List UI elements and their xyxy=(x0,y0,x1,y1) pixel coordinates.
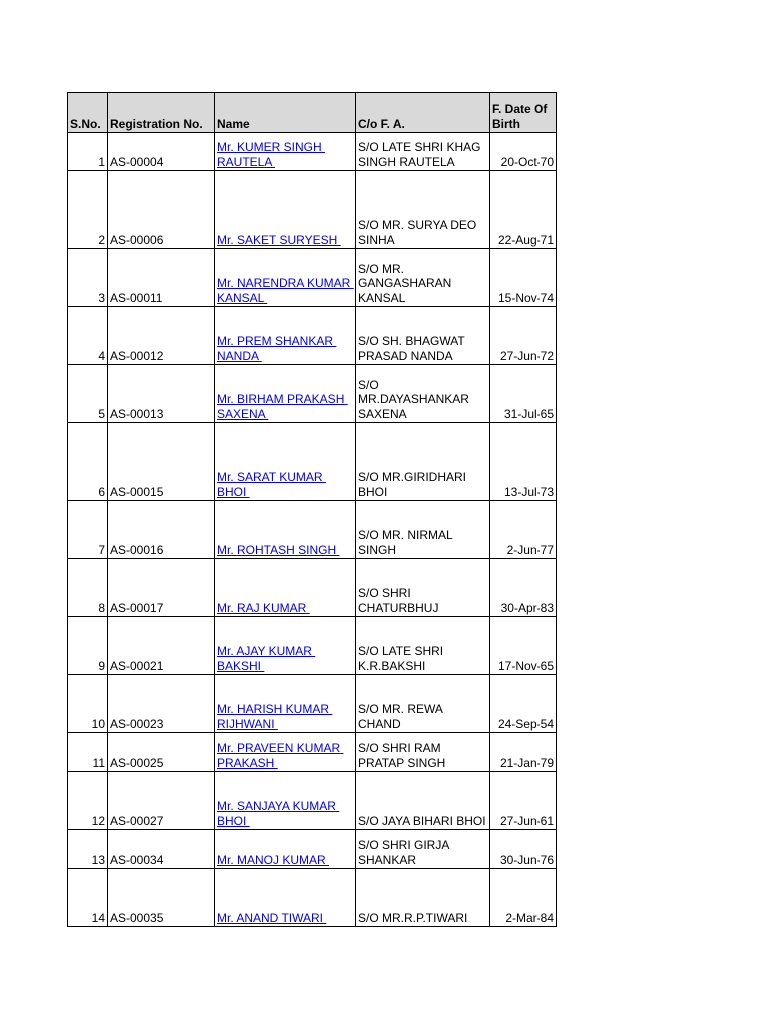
name-link[interactable]: Mr. AJAY KUMAR BAKSHI xyxy=(217,644,316,673)
table-row xyxy=(68,830,557,869)
cell-co-fa: S/O SHRI GIRJA SHANKAR xyxy=(356,830,490,869)
cell-sno: 9 xyxy=(68,617,108,675)
cell-sno: 4 xyxy=(68,307,108,365)
header-sno: S.No. xyxy=(68,93,108,133)
name-link[interactable]: Mr. HARISH KUMAR RIJHWANI xyxy=(217,702,333,731)
cell-registration-no: AS-00027 xyxy=(108,772,215,830)
cell-co-fa: S/O MR. REWA CHAND xyxy=(356,675,490,733)
cell-name xyxy=(215,733,356,772)
table-row xyxy=(68,617,557,675)
cell-registration-no: AS-00013 xyxy=(108,365,215,423)
cell-name xyxy=(215,365,356,423)
cell-date-of-birth: 24-Sep-54 xyxy=(490,675,557,733)
name-link[interactable]: Mr. MANOJ KUMAR xyxy=(217,852,330,867)
cell-co-fa: S/O MR.DAYASHANKAR SAXENA xyxy=(356,365,490,423)
cell-registration-no: AS-00004 xyxy=(108,133,215,171)
cell-sno: 14 xyxy=(68,869,108,927)
cell-sno: 12 xyxy=(68,772,108,830)
cell-co-fa: S/O MR. GANGASHARAN KANSAL xyxy=(356,249,490,307)
name-link[interactable]: Mr. NARENDRA KUMAR KANSAL xyxy=(217,276,354,305)
header-date-of-birth: F. Date Of Birth xyxy=(490,93,557,133)
name-link[interactable]: Mr. ROHTASH SINGH xyxy=(217,542,340,557)
cell-date-of-birth: 13-Jul-73 xyxy=(490,423,557,501)
cell-sno: 11 xyxy=(68,733,108,772)
cell-sno: 7 xyxy=(68,501,108,559)
cell-date-of-birth: 17-Nov-65 xyxy=(490,617,557,675)
cell-name xyxy=(215,617,356,675)
cell-co-fa: S/O MR. SURYA DEO SINHA xyxy=(356,171,490,249)
cell-co-fa: S/O JAYA BIHARI BHOI xyxy=(356,772,490,830)
cell-co-fa: S/O LATE SHRI KHAG SINGH RAUTELA xyxy=(356,133,490,171)
cell-name xyxy=(215,423,356,501)
cell-sno: 10 xyxy=(68,675,108,733)
cell-sno: 2 xyxy=(68,171,108,249)
name-link[interactable]: Mr. PRAVEEN KUMAR PRAKASH xyxy=(217,741,344,770)
cell-date-of-birth: 27-Jun-72 xyxy=(490,307,557,365)
cell-sno: 5 xyxy=(68,365,108,423)
cell-date-of-birth: 2-Mar-84 xyxy=(490,869,557,927)
cell-registration-no: AS-00012 xyxy=(108,307,215,365)
name-link[interactable]: Mr. SANJAYA KUMAR BHOI xyxy=(217,799,340,828)
cell-registration-no: AS-00023 xyxy=(108,675,215,733)
cell-sno: 3 xyxy=(68,249,108,307)
name-link[interactable]: Mr. SAKET SURYESH xyxy=(217,232,341,247)
name-link[interactable]: Mr. BIRHAM PRAKASH SAXENA xyxy=(217,392,348,421)
name-link[interactable]: Mr. RAJ KUMAR xyxy=(217,600,310,615)
cell-date-of-birth: 21-Jan-79 xyxy=(490,733,557,772)
table-row xyxy=(68,423,557,501)
cell-date-of-birth: 30-Jun-76 xyxy=(490,830,557,869)
cell-co-fa: S/O SHRI CHATURBHUJ xyxy=(356,559,490,617)
cell-registration-no: AS-00025 xyxy=(108,733,215,772)
cell-sno: 13 xyxy=(68,830,108,869)
header-name: Name xyxy=(215,93,356,133)
cell-registration-no: AS-00034 xyxy=(108,830,215,869)
cell-co-fa: S/O LATE SHRI K.R.BAKSHI xyxy=(356,617,490,675)
name-link[interactable]: Mr. PREM SHANKAR NANDA xyxy=(217,334,337,363)
cell-registration-no: AS-00015 xyxy=(108,423,215,501)
cell-registration-no: AS-00016 xyxy=(108,501,215,559)
table-row xyxy=(68,733,557,772)
cell-date-of-birth: 2-Jun-77 xyxy=(490,501,557,559)
cell-name xyxy=(215,675,356,733)
cell-date-of-birth: 27-Jun-61 xyxy=(490,772,557,830)
table-row xyxy=(68,171,557,249)
name-link[interactable]: Mr. KUMER SINGH RAUTELA xyxy=(217,140,326,169)
cell-date-of-birth: 30-Apr-83 xyxy=(490,559,557,617)
cell-registration-no: AS-00035 xyxy=(108,869,215,927)
table-row xyxy=(68,675,557,733)
cell-registration-no: AS-00011 xyxy=(108,249,215,307)
table-row xyxy=(68,307,557,365)
cell-name xyxy=(215,772,356,830)
table-row xyxy=(68,249,557,307)
cell-co-fa: S/O MR. NIRMAL SINGH xyxy=(356,501,490,559)
table-row xyxy=(68,772,557,830)
cell-date-of-birth: 15-Nov-74 xyxy=(490,249,557,307)
name-link[interactable]: Mr. SARAT KUMAR BHOI xyxy=(217,470,326,499)
table-row xyxy=(68,869,557,927)
table-row xyxy=(68,133,557,171)
cell-co-fa: S/O SH. BHAGWAT PRASAD NANDA xyxy=(356,307,490,365)
cell-name xyxy=(215,830,356,869)
header-row xyxy=(68,93,557,133)
cell-date-of-birth: 31-Jul-65 xyxy=(490,365,557,423)
cell-name xyxy=(215,501,356,559)
registration-table xyxy=(67,92,557,927)
table-row xyxy=(68,501,557,559)
cell-co-fa: S/O MR.GIRIDHARI BHOI xyxy=(356,423,490,501)
cell-sno: 6 xyxy=(68,423,108,501)
name-link[interactable]: Mr. ANAND TIWARI xyxy=(217,910,327,925)
cell-name xyxy=(215,307,356,365)
table-row xyxy=(68,559,557,617)
cell-name xyxy=(215,171,356,249)
table-row xyxy=(68,365,557,423)
cell-co-fa: S/O SHRI RAM PRATAP SINGH xyxy=(356,733,490,772)
cell-name xyxy=(215,249,356,307)
cell-name xyxy=(215,559,356,617)
cell-sno: 8 xyxy=(68,559,108,617)
cell-registration-no: AS-00017 xyxy=(108,559,215,617)
cell-registration-no: AS-00021 xyxy=(108,617,215,675)
cell-date-of-birth: 22-Aug-71 xyxy=(490,171,557,249)
cell-name xyxy=(215,133,356,171)
cell-name xyxy=(215,869,356,927)
cell-registration-no: AS-00006 xyxy=(108,171,215,249)
header-co-fa: C/o F. A. xyxy=(356,93,490,133)
header-registration-no: Registration No. xyxy=(108,93,215,133)
cell-sno: 1 xyxy=(68,133,108,171)
cell-date-of-birth: 20-Oct-70 xyxy=(490,133,557,171)
cell-co-fa: S/O MR.R.P.TIWARI xyxy=(356,869,490,927)
